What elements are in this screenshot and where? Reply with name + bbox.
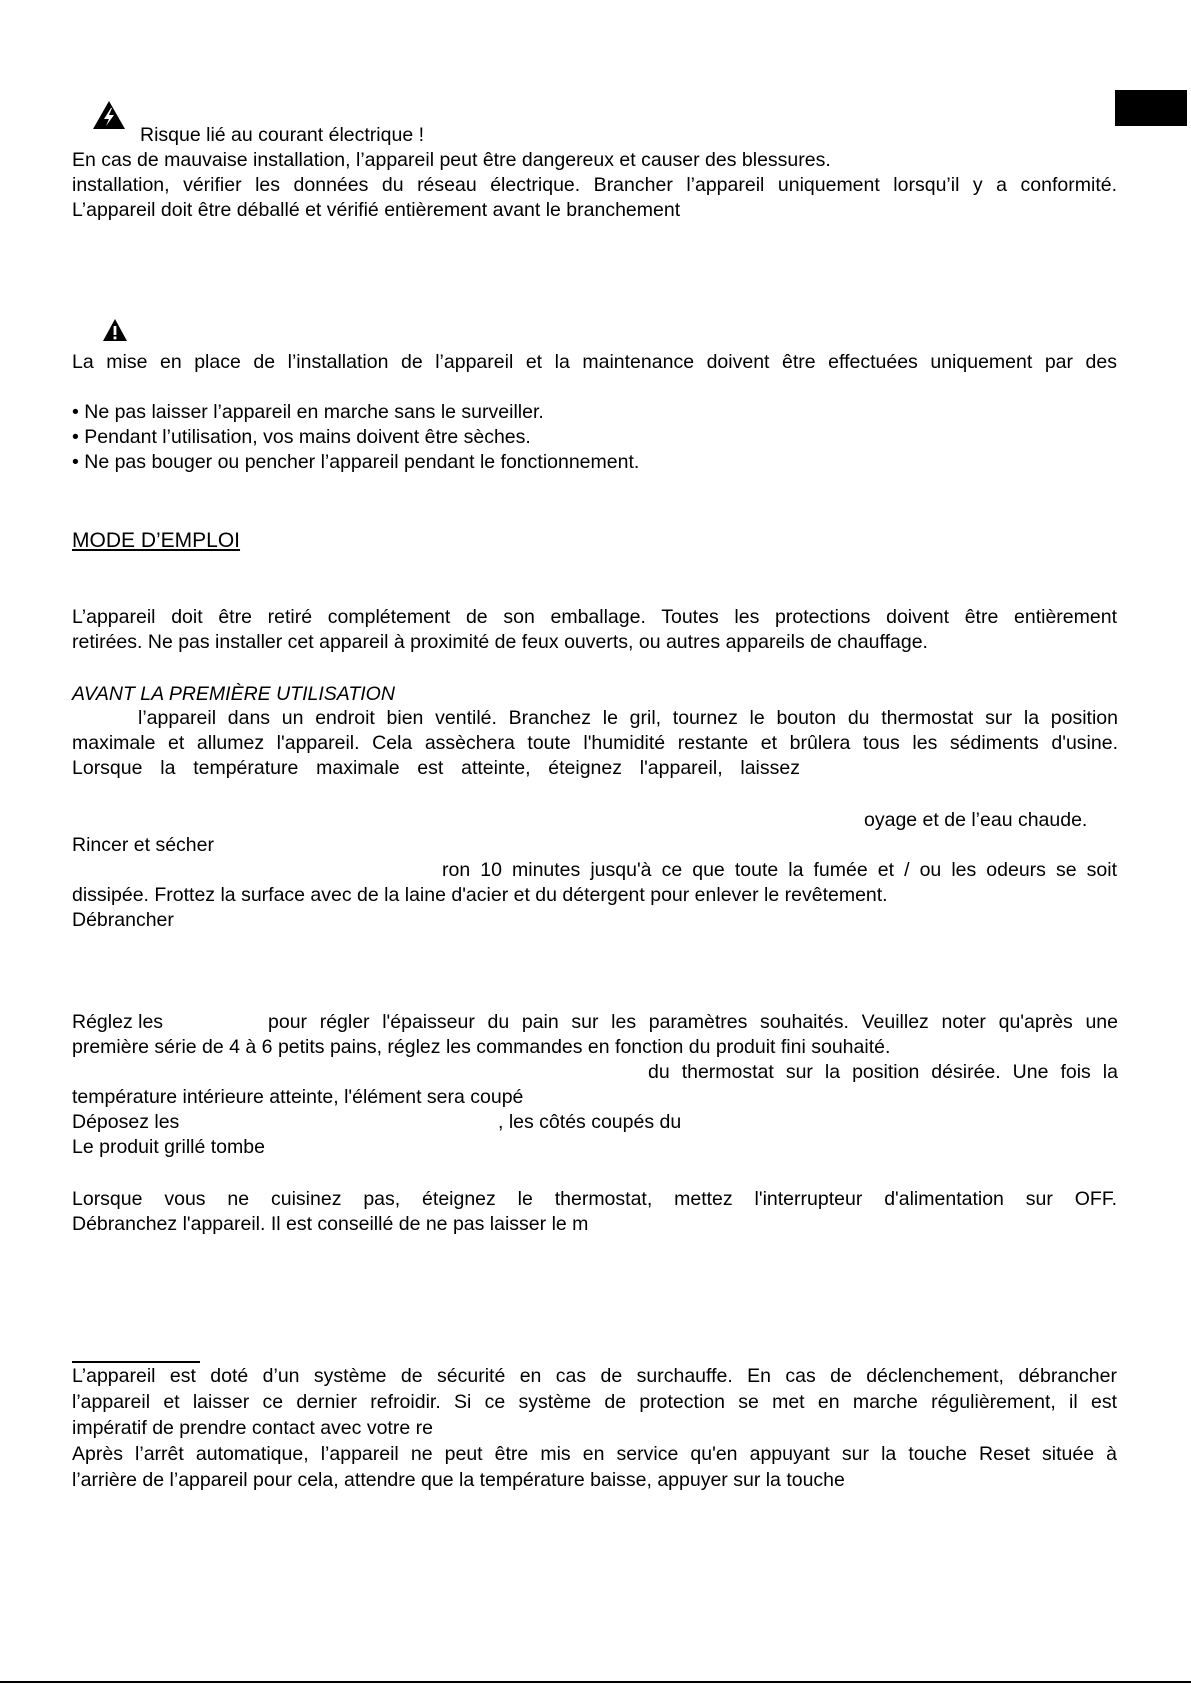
avant-line-4: oyage et de l’eau chaude. — [864, 809, 1088, 831]
warning2-bullet-1: • Ne pas laisser l’appareil en marche sans le surveiller. — [72, 401, 544, 423]
avant-line-2: maximale et allumez l'appareil. Cela assèchera toute l'humidité restante et brûlera tous les sédiments d'usine. — [72, 732, 1118, 754]
warning-icon — [102, 318, 128, 342]
warning2-bullet-3: • Ne pas bouger ou pencher l’appareil pendant le fonctionnement. — [72, 451, 640, 473]
avant-line-5: Rincer et sécher — [72, 834, 214, 856]
warning1-line-1: En cas de mauvaise installation, l’appareil peut être dangereux et causer des blessures. — [72, 149, 831, 171]
section-heading-mode-emploi: MODE D’EMPLOI — [72, 529, 241, 552]
securite-line-2: l’appareil et laisser ce dernier refroidir. Si ce système de protection se met en marche régulièrement, il est — [72, 1391, 1117, 1413]
avant-line-8: Débrancher — [72, 909, 174, 931]
securite-line-1: L’appareil est doté d’un système de sécurité en cas de surchauffe. En cas de déclenchement, débrancher — [72, 1365, 1117, 1387]
avant-line-1: l’appareil dans un endroit bien ventilé. Branchez le gril, tournez le bouton du thermostat sur la position — [138, 707, 1118, 729]
warning2-line: La mise en place de l’installation de l’appareil et la maintenance doivent être effectuées uniquement par des — [72, 351, 1117, 373]
mode-emploi-intro-2: retirées. Ne pas installer cet appareil à proximité de feux ouverts, ou autres appareils de chauffage. — [72, 631, 928, 653]
avant-line-6: ron 10 minutes jusqu'à ce que toute la fumée et / ou les odeurs se soit — [442, 859, 1117, 881]
language-tab-marker — [1115, 90, 1187, 126]
securite-line-4: Après l’arrêt automatique, l’appareil ne peut être mis en service qu'en appuyant sur la touche Reset située à — [72, 1443, 1117, 1465]
securite-line-3: impératif de prendre contact avec votre re — [72, 1417, 433, 1439]
usage-line-8: Débranchez l'appareil. Il est conseillé de ne pas laisser le m — [72, 1213, 589, 1235]
avant-line-3: Lorsque la température maximale est atteinte, éteignez l'appareil, laissez — [72, 757, 800, 779]
usage-line-1b: pour régler l'épaisseur du pain sur les paramètres souhaités. Veuillez noter qu'après une — [268, 1011, 1118, 1033]
usage-line-5b: , les côtés coupés du — [498, 1111, 682, 1133]
usage-line-6: Le produit grillé tombe — [72, 1136, 265, 1158]
usage-line-1a: Réglez les — [72, 1011, 164, 1033]
usage-line-2: première série de 4 à 6 petits pains, réglez les commandes en fonction du produit fini souhaité. — [72, 1036, 891, 1058]
warning1-line-2: installation, vérifier les données du réseau électrique. Brancher l’appareil uniquement lorsqu’il y a conformité. — [72, 174, 1117, 196]
electric-hazard-icon — [92, 100, 126, 130]
subheading-avant-premiere-utilisation: AVANT LA PREMIÈRE UTILISATION — [72, 683, 395, 705]
securite-line-5: l’arrière de l’appareil pour cela, attendre que la température baisse, appuyer sur la touche — [72, 1469, 845, 1491]
usage-line-4: température intérieure atteinte, l'élément sera coupé — [72, 1086, 524, 1108]
warning2-bullet-2: • Pendant l’utilisation, vos mains doivent être sèches. — [72, 426, 531, 448]
page-bottom-edge — [0, 1681, 1191, 1683]
usage-line-7: Lorsque vous ne cuisinez pas, éteignez le thermostat, mettez l'interrupteur d'alimentation sur OFF. — [72, 1188, 1117, 1210]
usage-line-5a: Déposez les — [72, 1111, 180, 1133]
usage-line-3: du thermostat sur la position désirée. Une fois la — [648, 1061, 1118, 1083]
section-rule — [72, 1361, 200, 1363]
mode-emploi-intro-1: L’appareil doit être retiré complétement de son emballage. Toutes les protections doivent être entièrement — [72, 606, 1117, 628]
warning1-line-3: L’appareil doit être déballé et vérifié entièrement avant le branchement — [72, 199, 681, 221]
warning1-title: Risque lié au courant électrique ! — [140, 124, 424, 146]
avant-line-7: dissipée. Frottez la surface avec de la laine d'acier et du détergent pour enlever le revêtement. — [72, 884, 888, 906]
